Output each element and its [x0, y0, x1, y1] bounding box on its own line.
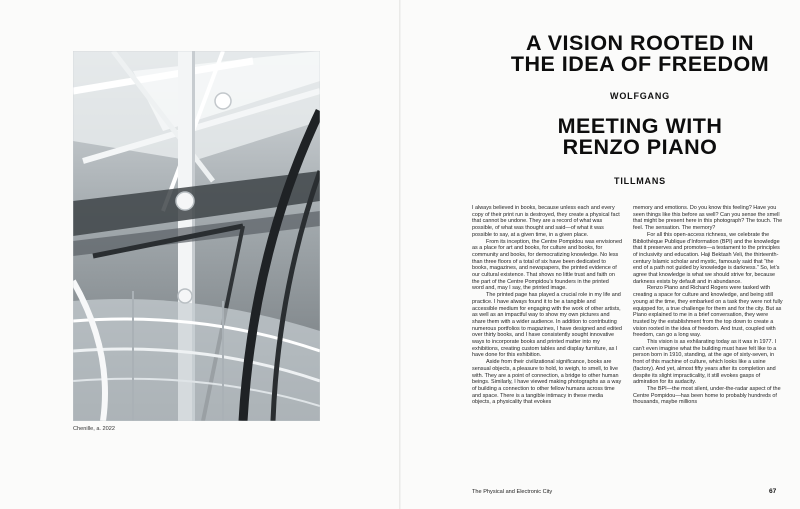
- page-number: 67: [769, 488, 777, 495]
- paragraph: For all this open-access richness, we celebrate the Bibliothèque Publique d’Information (BPI) and the knowledge that it preserves and promotes—a testament to the principles of inclusivity and education. Haji Bektash Veli, the thirteenth-century Islamic scholar and mystic, famously said that “the end of a path not guided by knowledge is darkness.” So, let’s agree that knowledge is what we should strive for, because darkness exists by default and in abundance.: [633, 231, 780, 285]
- title-line-1: A VISION ROOTED IN: [526, 31, 754, 55]
- paragraph: The BPI—the most silent, under-the-radar aspect of the Centre Pompidou—has been home to probably hundreds of thousands, maybe millions: [633, 385, 781, 406]
- title-line-2: THE IDEA OF FREEDOM: [510, 52, 770, 76]
- title-line-3: MEETING WITH: [557, 114, 723, 138]
- paragraph: Renzo Piano and Richard Rogers were tasked with creating a space for culture and knowledge, and being still young at the time, they embarked on a task they were not fully equipped for, a true challenge for them and for the city. But as Piano explained to me in a brief conversation, they were trusted by the establishment from the top down to create a vision rooted in the idea of freedom. And trust, coupled with freedom, can go a long way.: [633, 285, 783, 339]
- paragraph: I always believed in books, because unless each and every copy of their print run is destroyed, they create a physical fact that cannot be undone. They are a record of what was possible, of what was thought and said—of what it was possible to say, at a given time, in a given place.: [472, 205, 620, 238]
- paragraph: memory and emotions. Do you know this feeling? Have you seen things like this before as well? Can you sense the smell that might be present here in this photograph? The touch. The feel. The sensation. The memory?: [633, 205, 783, 232]
- text-column-1: [472, 205, 622, 406]
- paragraph: The printed page has played a crucial role in my life and practice. I have always found it to be a tangible and accessible medium for engaging with the work of other artists, as well as an impactful way to show my own pictures and share them with a wider audience. In addition to contributing numerous portfolios to magazines, I have designed and edited over thirty books, and I have consistently sought innovative ways to incorporate books and printed matter into my exhibitions, creating custom tables and display furniture, as I have done for this exhibition.: [472, 292, 622, 359]
- photograph: [73, 51, 320, 421]
- photo-caption: Chenille, a. 2022: [73, 426, 115, 432]
- text-column-2: [633, 205, 783, 406]
- paragraph: This vision is as exhilarating today as it was in 1977. I can’t even imagine what the building must have felt like to a person born in 1910, standing, at the age of sixty-seven, in front of this machine of culture, which looks like a usine (factory). And yet, almost fifty years after its completion and despite its slight impracticality, it still evokes gasps of admiration for its audacity.: [633, 339, 777, 386]
- title-line-4: RENZO PIANO: [562, 135, 718, 159]
- paragraph: From its inception, the Centre Pompidou was envisioned as a place for art and books, for culture and books, for community and books, for democratizing knowledge. No less than three floors of a total of six have been dedicated to books, magazines, and newspapers, the printed evidence of our cultural existence. That shows no little trust and faith on the part of the Centre Pompidou’s founders in the printed word and, may I say, the printed image.: [472, 238, 623, 292]
- paragraph: Aside from their civilizational significance, books are sensual objects, a pleasure to hold, to weigh, to smell, to live with. They are a point of connection, a bridge to other human beings. Similarly, I have viewed making photographs as a way of building a connection to other fellow humans across time and space. There is a tangible intimacy in these media objects, a physicality that evokes: [472, 359, 622, 406]
- author-first-name: WOLFGANG: [610, 91, 670, 101]
- author-last-name: TILLMANS: [614, 176, 666, 186]
- page-gutter: [399, 0, 401, 509]
- running-footer: The Physical and Electronic City: [472, 489, 553, 495]
